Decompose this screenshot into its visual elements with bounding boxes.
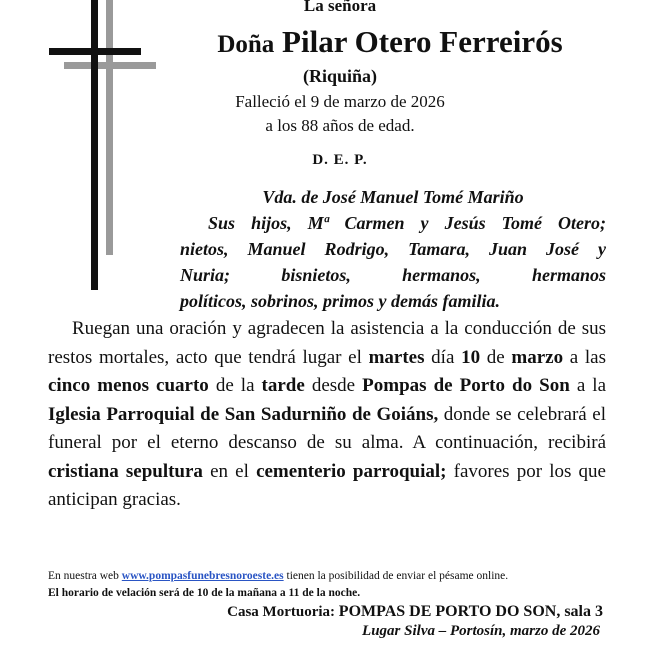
family-line: Sus hijos, Mª Carmen y Jesús Tomé Otero; xyxy=(208,213,606,233)
wake-hours: El horario de velación será de 10 de la mañana a 11 de la noche. xyxy=(48,587,361,599)
web-note xyxy=(48,569,608,583)
ceremony-text xyxy=(48,315,606,515)
bold-text: tarde xyxy=(261,375,305,396)
text: de xyxy=(480,346,512,368)
text: a las xyxy=(563,346,606,368)
place-date: Lugar Silva – Portosín, marzo de 2026 xyxy=(362,623,600,639)
text: día xyxy=(424,346,462,368)
cross-grey-horizontal xyxy=(64,62,156,69)
title-senora: La señora xyxy=(303,0,377,15)
text: de la xyxy=(208,375,262,396)
bold-text: cristiana sepultura xyxy=(48,460,203,482)
honorific: Doña xyxy=(217,31,275,58)
age: a los 88 años de edad. xyxy=(265,116,415,135)
bold-text: cementerio parroquial; xyxy=(256,460,447,482)
family-line: Vda. de José Manuel Tomé Mariño xyxy=(262,187,524,207)
bold-text: Pompas de Porto do Son xyxy=(362,375,570,396)
text: en el xyxy=(202,460,257,482)
bold-text: marzo xyxy=(511,346,564,368)
family-list xyxy=(180,184,606,314)
cross-black-vertical xyxy=(91,0,98,290)
nickname: (Riquiña) xyxy=(302,66,378,86)
text: tienen la posibilidad de enviar el pésame online. xyxy=(283,570,509,582)
cross-grey-vertical xyxy=(106,0,113,255)
family-line: Nuria; bisnietos, hermanos, hermanos xyxy=(180,265,606,285)
text: favores por los que anticipan gracias. xyxy=(48,460,606,510)
text: Ruegan una oración y agradecen la asistencia a la conducción de sus restos mortales, acto que tendrá lugar el xyxy=(48,318,606,368)
family-line: nietos, Manuel Rodrigo, Tamara, Juan José y xyxy=(180,239,606,259)
death-date: Falleció el 9 de marzo de 2026 xyxy=(235,92,445,111)
text: donde se celebrará el funeral por el eterno descanso de su alma. A continuación, recibirá xyxy=(48,403,606,453)
website-link[interactable]: www.pompasfunebresnoroeste.es xyxy=(121,570,284,582)
text: a la xyxy=(569,375,607,396)
rip-label: D. E. P. xyxy=(312,152,368,168)
cross-black-horizontal xyxy=(49,48,141,55)
text: desde xyxy=(304,375,363,396)
deceased-name xyxy=(170,24,610,60)
bold-text: martes xyxy=(368,346,425,368)
bold-text: Iglesia Parroquial de San Sadurniño de Goiáns, xyxy=(48,403,439,425)
label: Casa Mortuoria: xyxy=(227,604,339,620)
family-line: políticos, sobrinos, primos y demás familia. xyxy=(180,291,501,311)
bold-text: cinco menos cuarto xyxy=(48,375,209,396)
full-name: Pilar Otero Ferreirós xyxy=(282,24,563,59)
funeral-home xyxy=(227,603,603,621)
text: En nuestra web xyxy=(48,570,122,582)
value: POMPAS DE PORTO DO SON, sala 3 xyxy=(338,603,603,620)
bold-text: 10 xyxy=(461,346,481,368)
